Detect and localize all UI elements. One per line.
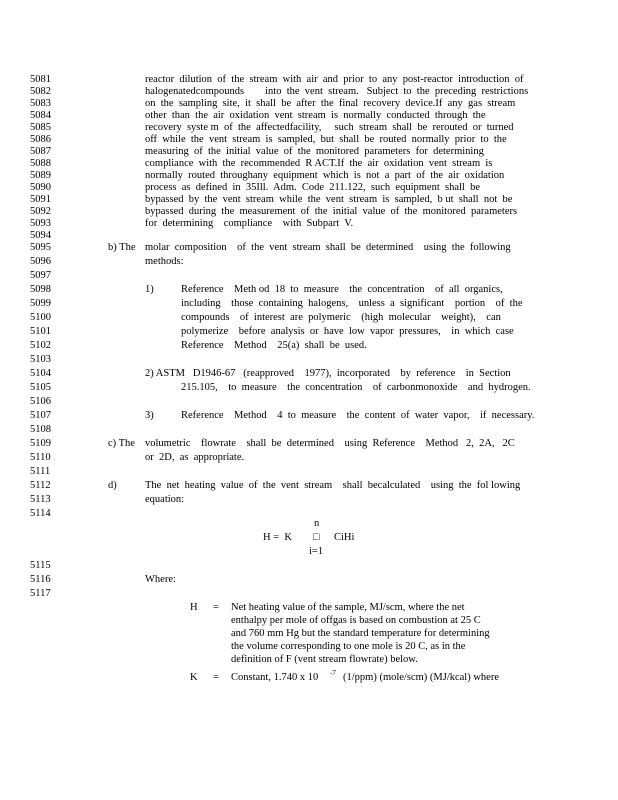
text-line: polymerize before analysis or have low vapor pressures, in which case <box>181 326 514 337</box>
definition-symbol: H <box>190 602 198 613</box>
text-line: halogenatedcompounds into the vent stream. Subject to the preceding restrictions <box>145 86 529 97</box>
line-number: 5113 <box>30 494 51 505</box>
line-number: 5099 <box>30 298 51 309</box>
text-line: bypassed by the vent stream while the vent stream is sampled, b ut shall not be <box>145 194 513 205</box>
paragraph-label: b) The <box>108 242 136 253</box>
line-number: 5111 <box>30 466 51 477</box>
text-line: normally routed throughany equipment which is not a part of the air oxidation <box>145 170 505 181</box>
paragraph-label: d) <box>108 480 117 491</box>
text-line: Constant, 1.740 x 10 <box>231 672 319 683</box>
line-number: 5081 <box>30 74 51 85</box>
text-line: process as defined in 35Ill. Adm. Code 211.122, such equipment shall be <box>145 182 480 193</box>
line-number: 5090 <box>30 182 51 193</box>
equation-lhs: H = K <box>263 532 292 543</box>
line-number: 5089 <box>30 170 51 181</box>
definition-equals: = <box>213 672 219 683</box>
line-number: 5082 <box>30 86 51 97</box>
line-number: 5105 <box>30 382 51 393</box>
definition-equals: = <box>213 602 219 613</box>
text-line: molar composition of the vent stream shall be determined using the following <box>145 242 511 253</box>
paragraph-label: c) The <box>108 438 135 449</box>
text-line: 215.105, to measure the concentration of carbonmonoxide and hydrogen. <box>181 382 531 393</box>
line-number: 5116 <box>30 574 51 585</box>
where-label: Where: <box>145 574 176 585</box>
line-number: 5100 <box>30 312 51 323</box>
line-number: 5102 <box>30 340 51 351</box>
line-number: 5101 <box>30 326 51 337</box>
text-line: including those containing halogens, unless a significant portion of the <box>181 298 523 309</box>
line-number: 5095 <box>30 242 51 253</box>
line-number: 5083 <box>30 98 51 109</box>
text-line: measuring of the initial value of the monitored parameters for determining <box>145 146 484 157</box>
text-line: Reference Meth od 18 to measure the concentration of all organics, <box>181 284 503 295</box>
exponent: -7 <box>330 669 336 677</box>
text-line: or 2D, as appropriate. <box>145 452 245 463</box>
text-line: Reference Method 25(a) shall be used. <box>181 340 367 351</box>
line-number: 5117 <box>30 588 51 599</box>
text-line: Net heating value of the sample, MJ/scm, where the net <box>231 602 465 613</box>
text-line: other than the air oxidation vent stream is normally conducted through the <box>145 110 486 121</box>
line-number: 5093 <box>30 218 51 229</box>
line-number: 5091 <box>30 194 51 205</box>
line-number: 5112 <box>30 480 51 491</box>
line-number: 5110 <box>30 452 51 463</box>
line-number: 5088 <box>30 158 51 169</box>
text-line: enthalpy per mole of offgas is based on combustion at 25 C <box>231 615 481 626</box>
summation-sigma: □ <box>313 532 320 543</box>
text-line: methods: <box>145 256 184 267</box>
text-line: reactor dilution of the stream with air and prior to any post-reactor introduction of <box>145 74 524 85</box>
line-number: 5084 <box>30 110 51 121</box>
line-number: 5114 <box>30 508 51 519</box>
text-line: bypassed during the measurement of the initial value of the monitored parameters <box>145 206 518 217</box>
item-number: 1) <box>145 284 154 295</box>
text-line: volumetric flowrate shall be determined using Reference Method 2, 2A, 2C <box>145 438 515 449</box>
line-number: 5085 <box>30 122 51 133</box>
text-line: off while the vent stream is sampled, but shall be routed normally prior to the <box>145 134 507 145</box>
definition-symbol: K <box>190 672 198 683</box>
line-number: 5097 <box>30 270 51 281</box>
text-line: equation: <box>145 494 185 505</box>
equation-term: CiHi <box>334 532 355 543</box>
text-line: compliance with the recommended R ACT.If the air oxidation vent stream is <box>145 158 493 169</box>
item-number: 3) <box>145 410 154 421</box>
summation-upper-limit: n <box>314 518 320 529</box>
line-number: 5104 <box>30 368 51 379</box>
text-line: The net heating value of the vent stream shall becalculated using the fol lowing <box>145 480 521 491</box>
text-line: and 760 mm Hg but the standard temperature for determining <box>231 628 490 639</box>
text-line: recovery syste m of the affectedfacility, such stream shall be rerouted or turned <box>145 122 514 133</box>
line-number: 5086 <box>30 134 51 145</box>
text-line: 2) ASTM D1946-67 (reapproved 1977), incorporated by reference in Section <box>145 368 511 379</box>
line-number: 5092 <box>30 206 51 217</box>
text-line: (1/ppm) (mole/scm) (MJ/kcal) where <box>343 672 499 683</box>
text-line: on the sampling site, it shall be after the final recovery device.If any gas stream <box>145 98 516 109</box>
text-line: the volume corresponding to one mole is 20 C, as in the <box>231 641 466 652</box>
line-number: 5087 <box>30 146 51 157</box>
line-number: 5096 <box>30 256 51 267</box>
line-number: 5106 <box>30 396 51 407</box>
line-number: 5094 <box>30 230 51 241</box>
text-line: definition of F (vent stream flowrate) below. <box>231 654 418 665</box>
summation-lower-limit: i=1 <box>309 546 324 557</box>
line-number: 5107 <box>30 410 51 421</box>
line-number: 5109 <box>30 438 51 449</box>
line-number: 5108 <box>30 424 51 435</box>
line-number: 5098 <box>30 284 51 295</box>
text-line: Reference Method 4 to measure the content of water vapor, if necessary. <box>181 410 535 421</box>
line-number: 5115 <box>30 560 51 571</box>
line-number: 5103 <box>30 354 51 365</box>
text-line: compounds of interest are polymeric (high molecular weight), can <box>181 312 501 323</box>
text-line: for determining compliance with Subpart V. <box>145 218 354 229</box>
